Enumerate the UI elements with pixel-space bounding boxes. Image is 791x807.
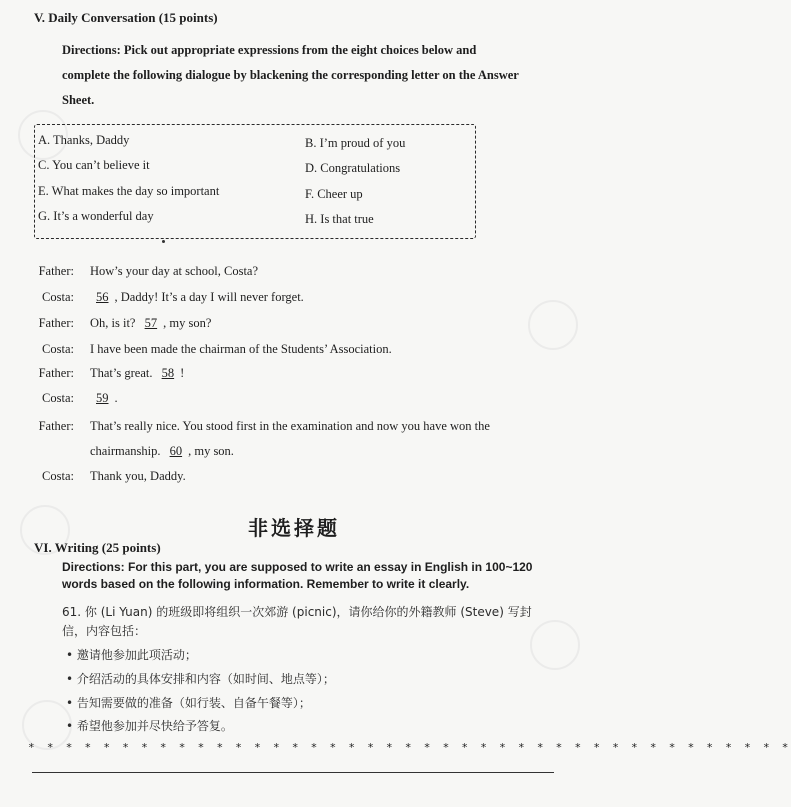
speaker: Costa: xyxy=(42,342,74,356)
question-61-line2: 信，内容包括： xyxy=(62,624,147,638)
answer-blank-56: 56 xyxy=(96,290,109,304)
dialogue-text: , my son. xyxy=(188,444,234,458)
section-v-title: V. Daily Conversation (15 points) xyxy=(34,10,218,25)
choice-h: H. Is that true xyxy=(305,212,374,226)
section-vi-directions-2: words based on the following information. Remember to write it clearly. xyxy=(62,577,470,591)
question-61-line1: 61. 你 (Li Yuan) 的班级即将组织一次郊游 (picnic)，请你给你的外籍教师 (Steve) 写封 xyxy=(62,605,532,619)
choice-g: G. It’s a wonderful day xyxy=(38,209,154,223)
dialogue-line: How’s your day at school, Costa? xyxy=(90,264,259,278)
dialogue-line: Thank you, Daddy. xyxy=(90,469,186,483)
answer-blank-57: 57 xyxy=(144,316,158,330)
choice-c: C. You can’t believe it xyxy=(38,158,150,172)
dialogue-line xyxy=(90,290,304,305)
speaker: Father: xyxy=(38,316,74,330)
answer-blank-60: 60 xyxy=(169,444,183,458)
dialogue-text: ! xyxy=(180,366,185,380)
answer-blank-59: 59 xyxy=(96,391,109,405)
section-v-directions-2: complete the following dialogue by blackening the corresponding letter on the Answer xyxy=(62,68,519,82)
dialogue-line: I have been made the chairman of the Students’ Association. xyxy=(90,342,392,356)
choice-b: B. I’m proud of you xyxy=(305,136,406,150)
dialogue-text: chairmanship. xyxy=(90,444,164,458)
section-vi-title: VI. Writing (25 points) xyxy=(34,540,161,555)
bullet-item: • 邀请他参加此项活动； xyxy=(66,648,197,662)
section-v-directions-1: Directions: Pick out appropriate expressions from the eight choices below and xyxy=(62,43,477,57)
speaker: Father: xyxy=(38,419,74,433)
speaker: Costa: xyxy=(42,469,74,483)
bullet-text: 希望他参加并尽快给予答复。 xyxy=(76,719,233,733)
dialogue-text: . xyxy=(114,391,118,405)
speaker: Costa: xyxy=(42,290,74,304)
section-v-directions-3: Sheet. xyxy=(62,93,95,107)
dialogue-text: , Daddy! It’s a day I will never forget. xyxy=(114,290,304,304)
bullet-item: • 告知需要做的准备（如行装、自备午餐等）； xyxy=(66,696,311,710)
choice-f: F. Cheer up xyxy=(305,187,363,201)
bullet-text: 告知需要做的准备（如行装、自备午餐等）； xyxy=(76,696,311,710)
dialogue-text: Oh, is it? xyxy=(90,316,139,330)
writing-line xyxy=(32,772,554,773)
bullet-item: • 希望他参加并尽快给予答复。 xyxy=(66,719,233,733)
dialogue-text: , my son? xyxy=(163,316,212,330)
dialogue-line xyxy=(90,444,234,459)
star-divider: * * * * * * * * * * * * * * * * * * * * * * * * * * * * * * * * * * * * * * * * * xyxy=(28,741,791,754)
bullet-text: 邀请他参加此项活动； xyxy=(76,648,197,662)
bullet-item: • 介绍活动的具体安排和内容（如时间、地点等）； xyxy=(66,672,335,686)
speck xyxy=(162,240,165,243)
speaker: Costa: xyxy=(42,391,74,405)
choice-a: A. Thanks, Daddy xyxy=(38,133,130,147)
answer-blank-58: 58 xyxy=(161,366,175,380)
watermark-stamp xyxy=(528,300,578,350)
speaker: Father: xyxy=(38,366,74,380)
watermark-stamp xyxy=(530,620,580,670)
dialogue-line xyxy=(90,391,118,406)
dialogue-line xyxy=(90,316,211,331)
non-choice-heading: 非选择题 xyxy=(248,516,340,540)
section-vi-directions-1: Directions: For this part, you are supposed to write an essay in English in 100~120 xyxy=(62,560,533,574)
bullet-text: 介绍活动的具体安排和内容（如时间、地点等）； xyxy=(76,672,335,686)
dialogue-text: That’s great. xyxy=(90,366,156,380)
choice-d: D. Congratulations xyxy=(305,161,401,175)
speaker: Father: xyxy=(38,264,74,278)
choice-e: E. What makes the day so important xyxy=(38,184,220,198)
dialogue-line: That’s really nice. You stood first in the examination and now you have won the xyxy=(90,419,490,433)
dialogue-line xyxy=(90,366,184,381)
